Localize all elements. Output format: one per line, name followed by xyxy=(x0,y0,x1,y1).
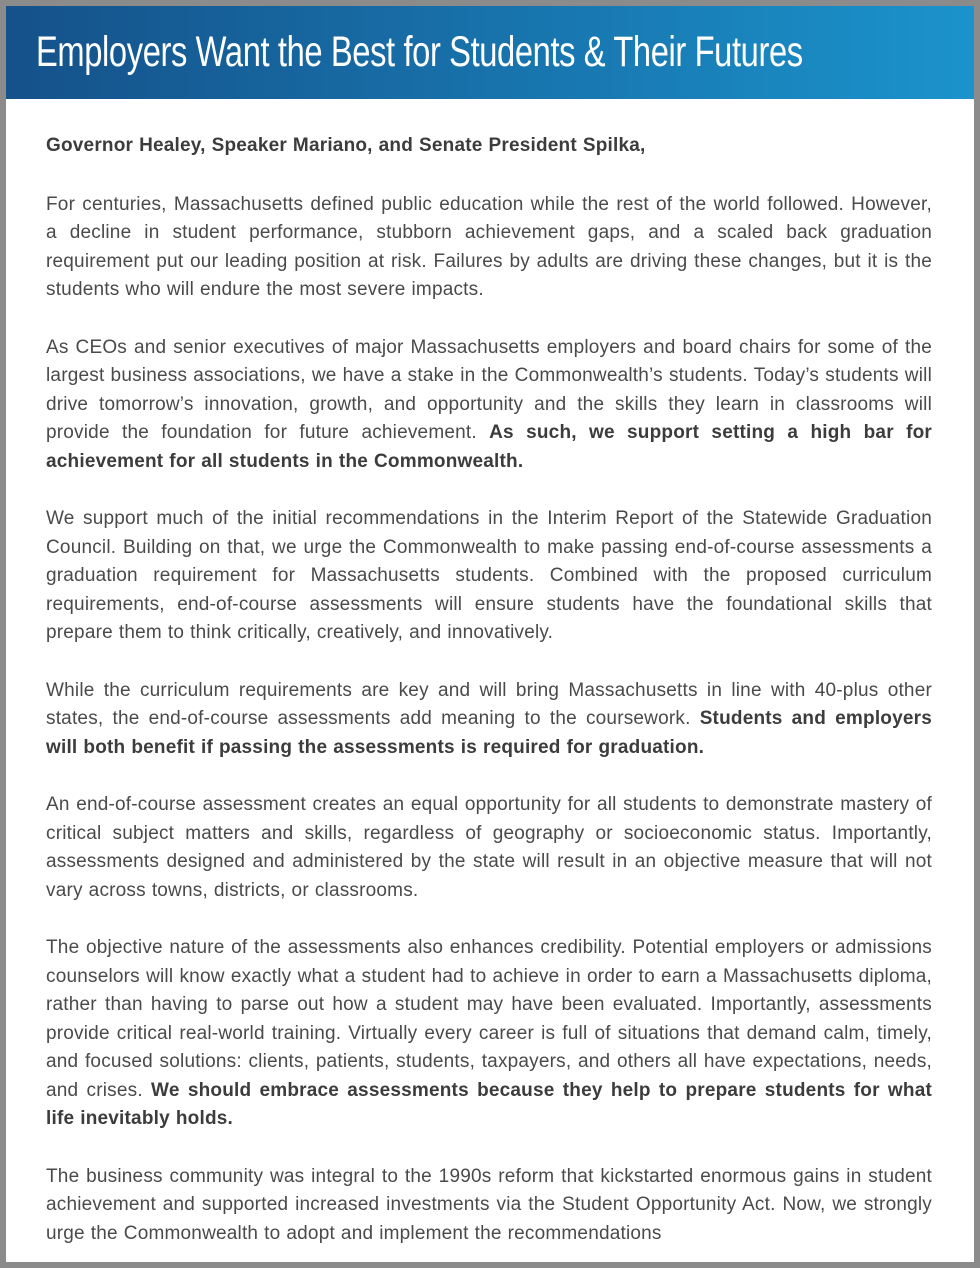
paragraph xyxy=(46,1163,932,1249)
header-banner xyxy=(6,6,974,99)
body-text: The objective nature of the assessments also enhances credibility. Potential employers or admissions counselors will know exactly what a student had to achieve in order to earn a Massachusetts diploma, rather than having to parse out how a student may have been evaluated. Importantly, assessments provide critical real-world training. Virtually every career is full of situations that demand calm, timely, and focused solutions: clients, patients, students, taxpayers, and others all have expectations, needs, and crises. xyxy=(46,937,932,1101)
body-text: We support much of the initial recommendations in the Interim Report of the Statewide Graduation Council. Building on that, we urge the Commonwealth to make passing end-of-course assessments a graduation requirement for Massachusetts students. Combined with the proposed curriculum requirements, end-of-course assessments will ensure students have the foundational skills that prepare them to think critically, creatively, and innovatively. xyxy=(46,508,932,643)
body-text: The business community was integral to the 1990s reform that kickstarted enormous gains in student achievement and supported increased investments via the Student Opportunity Act. Now, we strongly urge the Commonwealth to adopt and implement the recommendations xyxy=(46,1165,932,1244)
paragraph xyxy=(46,677,932,763)
paragraph xyxy=(46,505,932,648)
paragraph xyxy=(46,191,932,305)
salutation: Governor Healey, Speaker Mariano, and Senate President Spilka, xyxy=(46,135,646,156)
emphasis-text: We should embrace assessments because they help to prepare students for what life inevitably holds. xyxy=(46,1079,932,1129)
page-title: Employers Want the Best for Students & Their Futures xyxy=(36,28,803,76)
emphasis-text: Students and employers will both benefit if passing the assessments is required for graduation. xyxy=(46,708,932,758)
body-text: As CEOs and senior executives of major Massachusetts employers and board chairs for some of the largest business associations, we have a stake in the Commonwealth’s students. Today’s students will drive tomorrow’s innovation, growth, and opportunity and the skills they learn in classrooms will provide the foundation for future achievement. xyxy=(46,336,932,443)
body-text: An end-of-course assessment creates an equal opportunity for all students to demonstrate mastery of critical subject matters and skills, regardless of geography or socioeconomic status. Importantly, assessments designed and administered by the state will result in an objective measure that will not vary across towns, districts, or classrooms. xyxy=(46,794,932,901)
letter-body xyxy=(6,99,974,1248)
paragraph xyxy=(46,791,932,905)
paragraph xyxy=(46,334,932,477)
body-text: For centuries, Massachusetts defined public education while the rest of the world followed. However, a decline in student performance, stubborn achievement gaps, and a scaled back graduation requirement put our leading position at risk. Failures by adults are driving these changes, but it is the students who will endure the most severe impacts. xyxy=(46,193,932,300)
emphasis-text: As such, we support setting a high bar for achievement for all students in the Commonwealth. xyxy=(46,422,932,472)
body-text: While the curriculum requirements are key and will bring Massachusetts in line with 40-plus other states, the end-of-course assessments add meaning to the coursework. xyxy=(46,679,932,729)
paragraph xyxy=(46,934,932,1134)
